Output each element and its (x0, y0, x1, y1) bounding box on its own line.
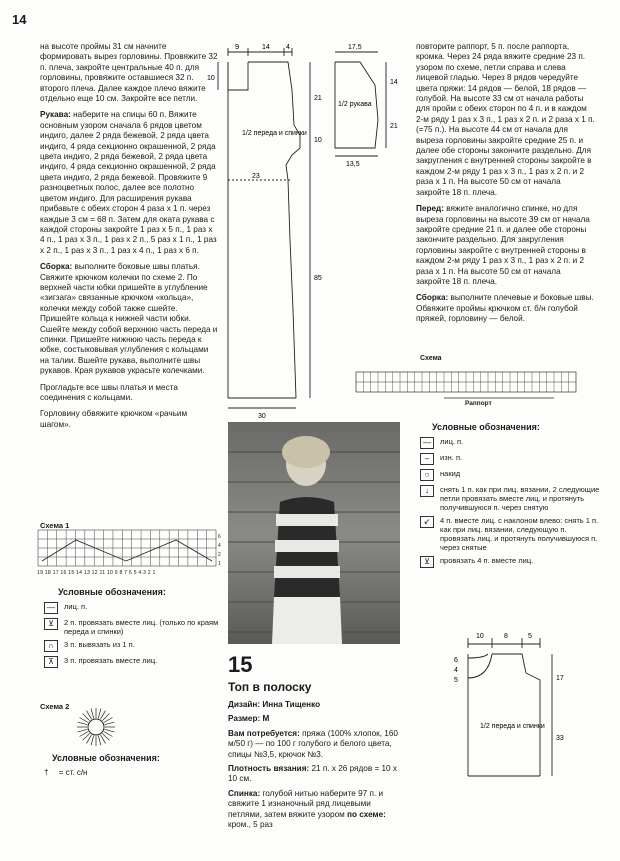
scheme1-numbers: 19 18 17 16 15 14 13 12 11 10 9 8 7 6 5 4 3 2 1 (37, 570, 156, 576)
back-label: Спинка: (228, 788, 261, 798)
pattern-diagram-bottom (440, 628, 610, 778)
scheme2-ring (74, 705, 118, 749)
extra-1: Прогладьте все швы платья и места соединения с кольцами. (40, 382, 178, 402)
right-assembly-paragraph (416, 293, 596, 324)
bdim-left-1: 6 (454, 657, 458, 664)
bdim-top-2: 8 (504, 633, 508, 640)
legend-right (420, 422, 600, 572)
sleeve-paragraph (40, 110, 218, 256)
legend-right-row (420, 485, 600, 512)
scheme1-title: Схема 1 (40, 521, 70, 530)
design-value: Инна Тищенко (262, 700, 321, 709)
svg-text:6: 6 (218, 534, 221, 540)
density-label: Плотность вязания: (228, 764, 310, 774)
sleeve-label: Рукава: (40, 110, 71, 120)
legend-symbol: ⊼ (44, 656, 58, 668)
legend-text: провязать 4 п. вместе лиц. (440, 556, 534, 565)
dim-left-1: 10 (207, 75, 215, 82)
legend1-row (44, 618, 224, 636)
front-label: Перед: (416, 204, 444, 214)
right-assembly-text: выполните плечевые и боковые швы. Обвяжите проймы крючком ст. б/н голубой пряжей, горловину — белой. (416, 293, 594, 324)
rapport-label: Раппорт (465, 400, 492, 407)
model-number: 15 (228, 652, 253, 677)
dim-top-2: 14 (262, 44, 270, 51)
design-label: Дизайн: (228, 700, 261, 709)
photo-illustration (228, 422, 400, 644)
right-intro: повторите раппорт, 5 п. после раппорта, кромка. Через 24 ряда вяжите средние 23 п. узором по схеме, петли справа и слева лицевой гладью. Через 8 рядов чередуйте цвета пряжи: 14 рядов — белой, 18 рядов — голубой. На высоте 33 см от начала работы для пройм с обеих сторон по 4 п. и в каждом 2-м ряду 1 раз x 3 п., 1 раз x 2 п. и 2 раза x 1 п. (=75 п.). На высоте 44 см от начала для выреза горловины закройте средние 25 п. и далее обе стороны закончите раздельно. Для закругления с внутренней стороны закройте в каждом 2-м ряду 1 раз x 3 п., 1 раз x 2 п. и 2 раза x 1 п. На высоте 50 см от начала закройте 18 п. плеча. (416, 42, 595, 197)
model-title: Топ в полоску (228, 680, 312, 694)
piece-label-top: 1/2 переда и спинки (242, 130, 307, 137)
model-details (228, 700, 406, 836)
legend-symbol: ↓ (420, 485, 434, 497)
svg-text:2: 2 (218, 552, 221, 558)
assembly-label: Сборка: (40, 262, 73, 272)
assembly-paragraph (40, 262, 218, 376)
dim-top-1: 9 (235, 42, 240, 51)
bdim-top-1: 10 (476, 633, 484, 640)
page-number: 14 (12, 12, 27, 27)
bdim-left-3: 5 (454, 677, 458, 684)
model-photo (228, 422, 400, 644)
dim-right-2: 10 (314, 137, 322, 144)
legend-right-row (420, 516, 600, 552)
svg-text:4: 4 (218, 543, 221, 549)
right-column (416, 42, 596, 331)
bdim-right-2: 33 (556, 735, 564, 742)
legend-text: 4 п. вместе лиц. с наклоном влево: снять 1 п. как при лиц. вязании, следующую п. провязать лиц. и протянуть получившуюся п. через снятые (440, 516, 599, 552)
left-intro: на высоте проймы 31 см начните формировать вырез горловины. Провяжите 32 п. плеча, закройте центральные 40 п. для горловины, провяжите оставшиеся 32 п. второго плеча. Далее каждое плечо вяжите отдельно еще 10 см. Закройте все петли. (40, 42, 218, 104)
bdim-right-1: 17 (556, 675, 564, 682)
legend-right-row (420, 556, 600, 568)
legend-symbol: ∩ (44, 640, 58, 652)
dim-right-1: 21 (314, 95, 322, 102)
legend-symbol: ⊻ (420, 556, 434, 568)
legend-right-row (420, 437, 600, 449)
legend-text: изн. п. (440, 453, 463, 462)
dim-bottom: 30 (258, 413, 266, 420)
back-tail: кром., 5 раз (228, 820, 273, 830)
legend-text: лиц. п. (440, 437, 464, 446)
dagger-symbol-icon: † (44, 768, 49, 777)
sleeve-dim-top: 17,5 (348, 44, 362, 51)
legend2-row: † = ст. с/н (44, 768, 88, 777)
dim-top-3: 4 (286, 44, 290, 51)
size-label: Размер: (228, 714, 261, 724)
sleeve-dim-bottom: 13,5 (346, 161, 360, 168)
right-assembly-label: Сборка: (416, 293, 449, 303)
size-line (228, 714, 406, 724)
legend2-text: ст. с/н (65, 768, 88, 777)
legend-symbol: – (420, 453, 434, 465)
right-scheme-title: Схема (420, 355, 442, 362)
dim-right-3: 85 (314, 275, 322, 282)
left-column (40, 42, 218, 436)
back-line (228, 789, 406, 831)
legend-symbol: — (420, 437, 434, 449)
legend-text: 2 п. провязать вместе лиц. (только по краям переда и спинки) (64, 618, 219, 636)
design-line (228, 700, 406, 710)
svg-text:1: 1 (218, 561, 221, 567)
needs-label: Вам потребуется: (228, 728, 300, 738)
scheme2-title: Схема 2 (40, 702, 70, 711)
density-line (228, 764, 406, 785)
sleeve-dim-right-2: 21 (390, 123, 398, 130)
legend-right-title: Условные обозначения: (432, 422, 540, 432)
dim-mid: 23 (252, 173, 260, 180)
legend1-row (44, 656, 224, 668)
piece-label-bottom: 1/2 переда и спинки (480, 723, 545, 730)
needs-line (228, 729, 406, 760)
sleeve-text: наберите на спицы 60 п. Вяжите основным узором сначала 6 рядов цветом индиго, далее 2 ряда бежевой, 2 ряда цвета индиго, 4 ряда секционно окрашенной, 2 ряда цвета индиго, 2 ряда бежевой, 2 ряда цвета индиго, 4 ряда секционно окрашенной, 2 ряда цвета индиго, 2 ряда бежевой. Провяжите 9 разноцветных полос, далее все полотно цветом индиго. Для расширения рукава прибавьте с обеих сторон 4 раза x 1 п. через каждые 3 см = 68 п. Затем для оката рукава с каждой стороны закройте 1 раз x 5 п., 1 раз x 4 п., 1 раз x 3 п., 1 раз x 2 п., 5 раз x 1 п., 1 раз x 2 п., 1 раз x 3 п., 1 раз x 4 п., 1 раз x 6 п. (40, 110, 217, 255)
legend1-row (44, 640, 224, 652)
front-paragraph (416, 204, 596, 287)
legend-text: накид (440, 469, 461, 478)
assembly-text: выполните боковые швы платья. Свяжите крючком колечки по схеме 2. По верхней части юбки пришейте в углубление «зигзага» связанные крючком «кольца», колечки между собой также сшейте. Пришейте кольца к нижней части юбки. Сшейте между собой верхнюю часть переда и спинки. Пришейте нижнюю часть переда к юбке, состыковывая углубления с кольцами на талии. Вшейте рукава, выполните швы рукавов. Края рукавов украсьте колечками. (40, 262, 218, 376)
density-text: 21 п. x 26 рядов = 10 x 10 см. (228, 764, 397, 784)
extra-2: Горловину обвяжите крючком «рачьим шагом». (40, 409, 188, 429)
legend-symbol: ⊻ (44, 618, 58, 630)
legend1-row (44, 602, 224, 614)
needs-text: пряжа (100% хлопок, 160 м/50 г) — по 100 г голубого и белого цвета, спицы №3,5, крючок №3. (228, 728, 398, 759)
legend-text: снять 1 п. как при лиц. вязании, 2 следующие петли провязать вместе лиц. и протянуть получившуюся п. через снятую (440, 485, 600, 512)
legend-symbol: ↙ (420, 516, 434, 528)
legend-symbol: — (44, 602, 58, 614)
back-bold: по схеме: (347, 809, 386, 819)
back-text: голубой нитью наберите 97 п. и свяжите 1 изнаночный ряд лицевыми петлями, затем вяжите узором (228, 788, 384, 819)
front-text: вяжите аналогично спинке, но для выреза горловины на высоте 39 см от начала закройте средние 21 п. и далее обе стороны закончите раздельно. Для закругления горловины закройте с внутренней стороны в каждом 2-м ряду 1 раз x 3 п., 1 раз x 2 п. и 2 раза x 1 п. На высоте 50 см от начала закройте 18 п. плеча. (416, 204, 590, 286)
legend-right-row (420, 453, 600, 465)
legend-right-row (420, 469, 600, 481)
legend2-title: Условные обозначения: (52, 753, 160, 763)
size-value: M (262, 714, 270, 724)
sleeve-label: 1/2 рукава (338, 101, 372, 108)
legend1-title: Условные обозначения: (58, 587, 166, 597)
scheme1-grid (36, 528, 226, 574)
sleeve-dim-right-1: 14 (390, 79, 398, 86)
bdim-left-2: 4 (454, 667, 458, 674)
bdim-top-3: 5 (528, 633, 532, 640)
legend-text: 3 п. вывязать из 1 п. (64, 640, 135, 649)
legend-text: 3 п. провязать вместе лиц. (64, 656, 158, 665)
legend1 (44, 587, 224, 672)
legend-text: лиц. п. (64, 602, 88, 611)
legend-symbol: ○ (420, 469, 434, 481)
pattern-diagram-top (200, 40, 410, 420)
